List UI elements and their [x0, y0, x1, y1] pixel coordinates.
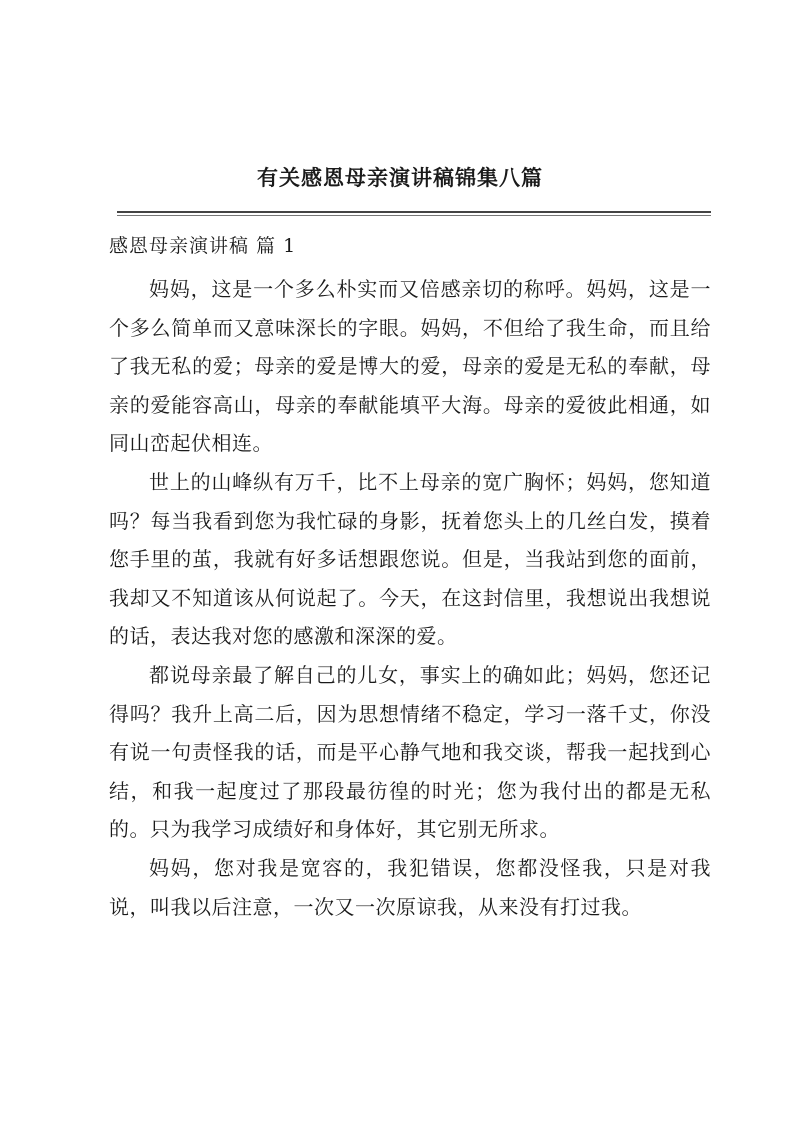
title-divider	[117, 211, 711, 213]
document-title: 有关感恩母亲演讲稿锦集八篇	[257, 165, 543, 190]
paragraph: 妈妈，您对我是宽容的，我犯错误，您都没怪我，只是对我说，叫我以后注意，一次又一次原谅我，从来没有打过我。	[109, 855, 711, 919]
paragraph: 世上的山峰纵有万千，比不上母亲的宽广胸怀；妈妈，您知道吗？每当我看到您为我忙碌的身影，抚着您头上的几丝白发，摸着您手里的茧，我就有好多话想跟您说。但是，当我站到您的面前，我却又不知道该从何说起了。今天，在这封信里，我想说出我想说的话，表达我对您的感激和深深的爱。	[109, 469, 711, 649]
section-heading: 感恩母亲演讲稿 篇 1	[109, 235, 297, 257]
paragraph: 都说母亲最了解自己的儿女，事实上的确如此；妈妈，您还记得吗？我升上高二后，因为思想情绪不稳定，学习一落千丈，你没有说一句责怪我的话，而是平心静气地和我交谈，帮我一起找到心结，和我一起度过了那段最彷徨的时光；您为我付出的都是无私的。只为我学习成绩好和身体好，其它别无所求。	[109, 662, 711, 842]
body-text	[109, 270, 711, 926]
paragraph: 妈妈，这是一个多么朴实而又倍感亲切的称呼。妈妈，这是一个多么简单而又意味深长的字眼。妈妈，不但给了我生命，而且给了我无私的爱；母亲的爱是博大的爱，母亲的爱是无私的奉献，母亲的爱能容高山，母亲的奉献能填平大海。母亲的爱彼此相通，如同山峦起伏相连。	[109, 277, 711, 456]
title-divider-thin	[117, 215, 711, 216]
